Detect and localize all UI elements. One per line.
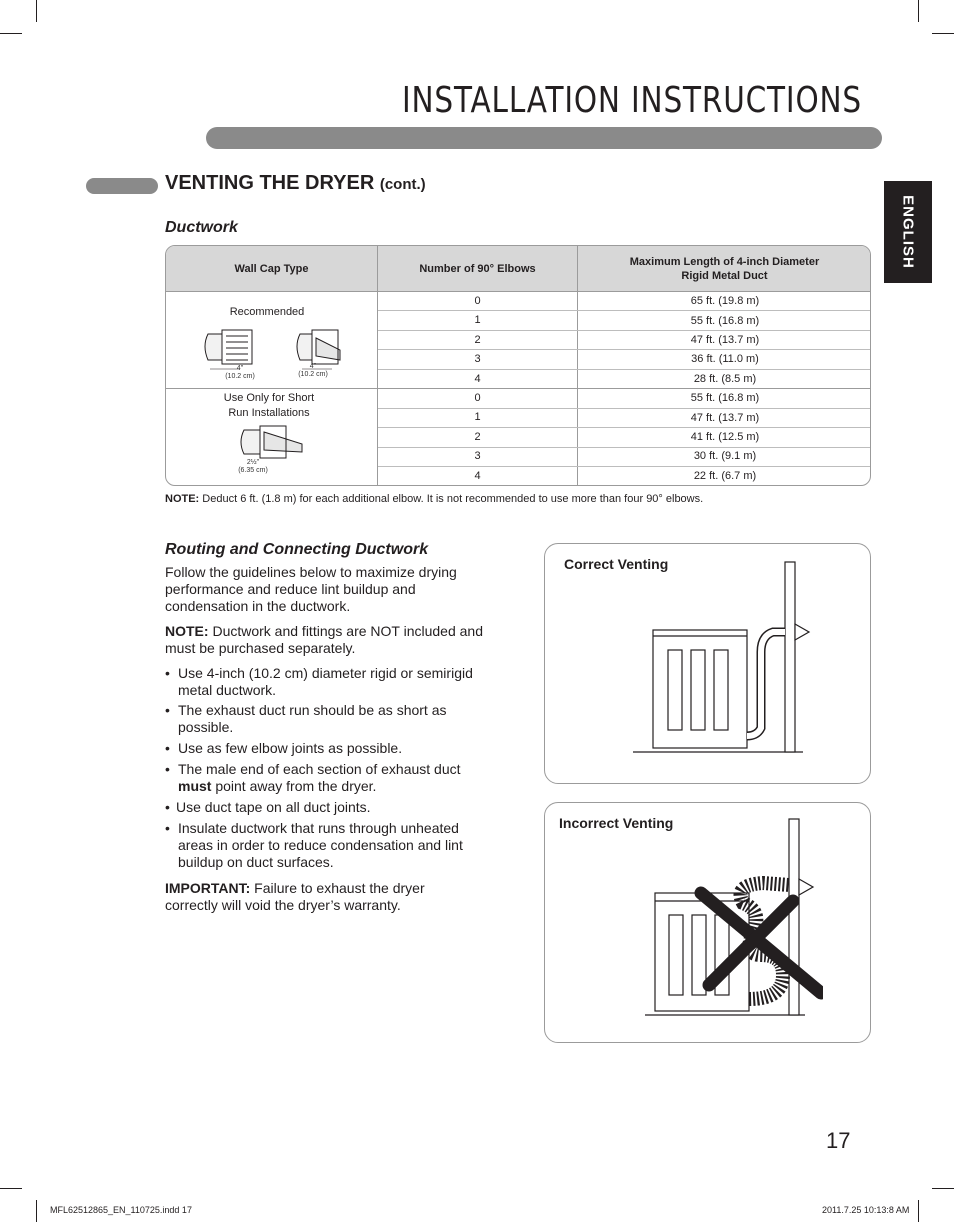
dimension-label: 4" (10.2 cm) bbox=[225, 365, 255, 380]
short-run-wall-cap-illustration bbox=[236, 424, 312, 464]
table-cell: 28 ft. (8.5 m) bbox=[693, 373, 757, 385]
figure-title: Correct Venting bbox=[564, 556, 669, 572]
ductwork-heading: Ductwork bbox=[165, 219, 238, 236]
routing-note: NOTE: Ductwork and fittings are NOT included and must be purchased separately. bbox=[165, 623, 483, 656]
wall bbox=[789, 819, 799, 1015]
wall-cap bbox=[795, 624, 809, 640]
hood-cap-icon bbox=[297, 330, 340, 364]
crop-mark bbox=[36, 1200, 37, 1222]
section-title-text: VENTING THE DRYER bbox=[165, 172, 375, 194]
table-cell: 55 ft. (16.8 m) bbox=[690, 315, 760, 327]
routing-intro: Follow the guidelines below to maximize drying performance and reduce lint buildup and condensation in the ductwork. bbox=[165, 564, 457, 614]
table-cell: 1 bbox=[474, 314, 481, 326]
section-title-suffix: (cont.) bbox=[379, 176, 426, 193]
table-cell: 2 bbox=[474, 334, 481, 346]
duct-inner bbox=[747, 632, 785, 736]
table-cell: 30 ft. (9.1 m) bbox=[693, 450, 757, 462]
crop-mark bbox=[932, 33, 954, 34]
duct-outer bbox=[747, 632, 785, 736]
hood-cap-icon bbox=[241, 426, 302, 458]
table-cell: 2 bbox=[474, 431, 481, 443]
table-note: NOTE: Deduct 6 ft. (1.8 m) for each additional elbow. It is not recommended to use more than four 90° elbows. bbox=[165, 493, 704, 505]
section-title bbox=[165, 172, 426, 195]
crop-mark bbox=[0, 33, 22, 34]
correct-venting-figure bbox=[544, 543, 871, 784]
section-marker bbox=[86, 178, 158, 194]
crop-mark bbox=[36, 0, 37, 22]
table-cell: 3 bbox=[474, 353, 481, 365]
column-header-wall-cap: Wall Cap Type bbox=[234, 262, 309, 275]
louvered-cap-icon bbox=[205, 330, 252, 364]
page-title: INSTALLATION INSTRUCTIONS bbox=[402, 80, 862, 121]
page-number: 17 bbox=[826, 1128, 851, 1153]
column-header-max-length: Maximum Length of 4-inch Diameter Rigid Metal Duct bbox=[629, 255, 820, 282]
title-underline-bar bbox=[206, 127, 882, 149]
group-label-short-run: Use Only for Short Run Installations bbox=[223, 392, 315, 419]
routing-heading: Routing and Connecting Ductwork bbox=[165, 541, 429, 558]
table-cell: 47 ft. (13.7 m) bbox=[690, 412, 760, 424]
crop-mark bbox=[932, 1188, 954, 1189]
important-note: IMPORTANT: Failure to exhaust the dryer correctly will void the dryer’s warranty. bbox=[165, 880, 425, 913]
wall-cap bbox=[799, 879, 813, 895]
language-tab-label: ENGLISH bbox=[899, 195, 917, 269]
table-cell: 1 bbox=[474, 411, 481, 423]
table-cell: 41 ft. (12.5 m) bbox=[690, 431, 760, 443]
table-cell: 55 ft. (16.8 m) bbox=[690, 392, 760, 404]
group-label-recommended: Recommended bbox=[229, 306, 305, 318]
column-header-elbows: Number of 90° Elbows bbox=[419, 262, 536, 275]
print-timestamp: 2011.7.25 10:13:8 AM bbox=[822, 1205, 910, 1215]
table-cell: 65 ft. (19.8 m) bbox=[690, 295, 760, 307]
table-cell: 0 bbox=[474, 392, 481, 404]
file-slug: MFL62512865_EN_110725.indd 17 bbox=[50, 1205, 192, 1215]
crop-mark bbox=[918, 0, 919, 22]
dimension-label: 2½" (6.35 cm) bbox=[238, 459, 268, 474]
crop-mark bbox=[0, 1188, 22, 1189]
dimension-label: 4" (10.2 cm) bbox=[298, 363, 328, 378]
ductwork-table bbox=[165, 245, 871, 486]
table-cell: 4 bbox=[474, 373, 481, 385]
incorrect-venting-illustration bbox=[643, 815, 823, 1025]
table-cell: 47 ft. (13.7 m) bbox=[690, 334, 760, 346]
crop-mark bbox=[918, 1200, 919, 1222]
figure-title: Incorrect Venting bbox=[559, 815, 674, 831]
correct-venting-illustration bbox=[633, 556, 823, 774]
language-tab bbox=[884, 181, 932, 283]
table-cell: 36 ft. (11.0 m) bbox=[691, 353, 759, 365]
incorrect-venting-figure bbox=[544, 802, 871, 1043]
table-cell: 0 bbox=[474, 295, 481, 307]
table-cell: 4 bbox=[474, 470, 481, 482]
table-cell: 3 bbox=[474, 450, 481, 462]
table-cell: 22 ft. (6.7 m) bbox=[693, 470, 757, 482]
wall bbox=[785, 562, 795, 752]
